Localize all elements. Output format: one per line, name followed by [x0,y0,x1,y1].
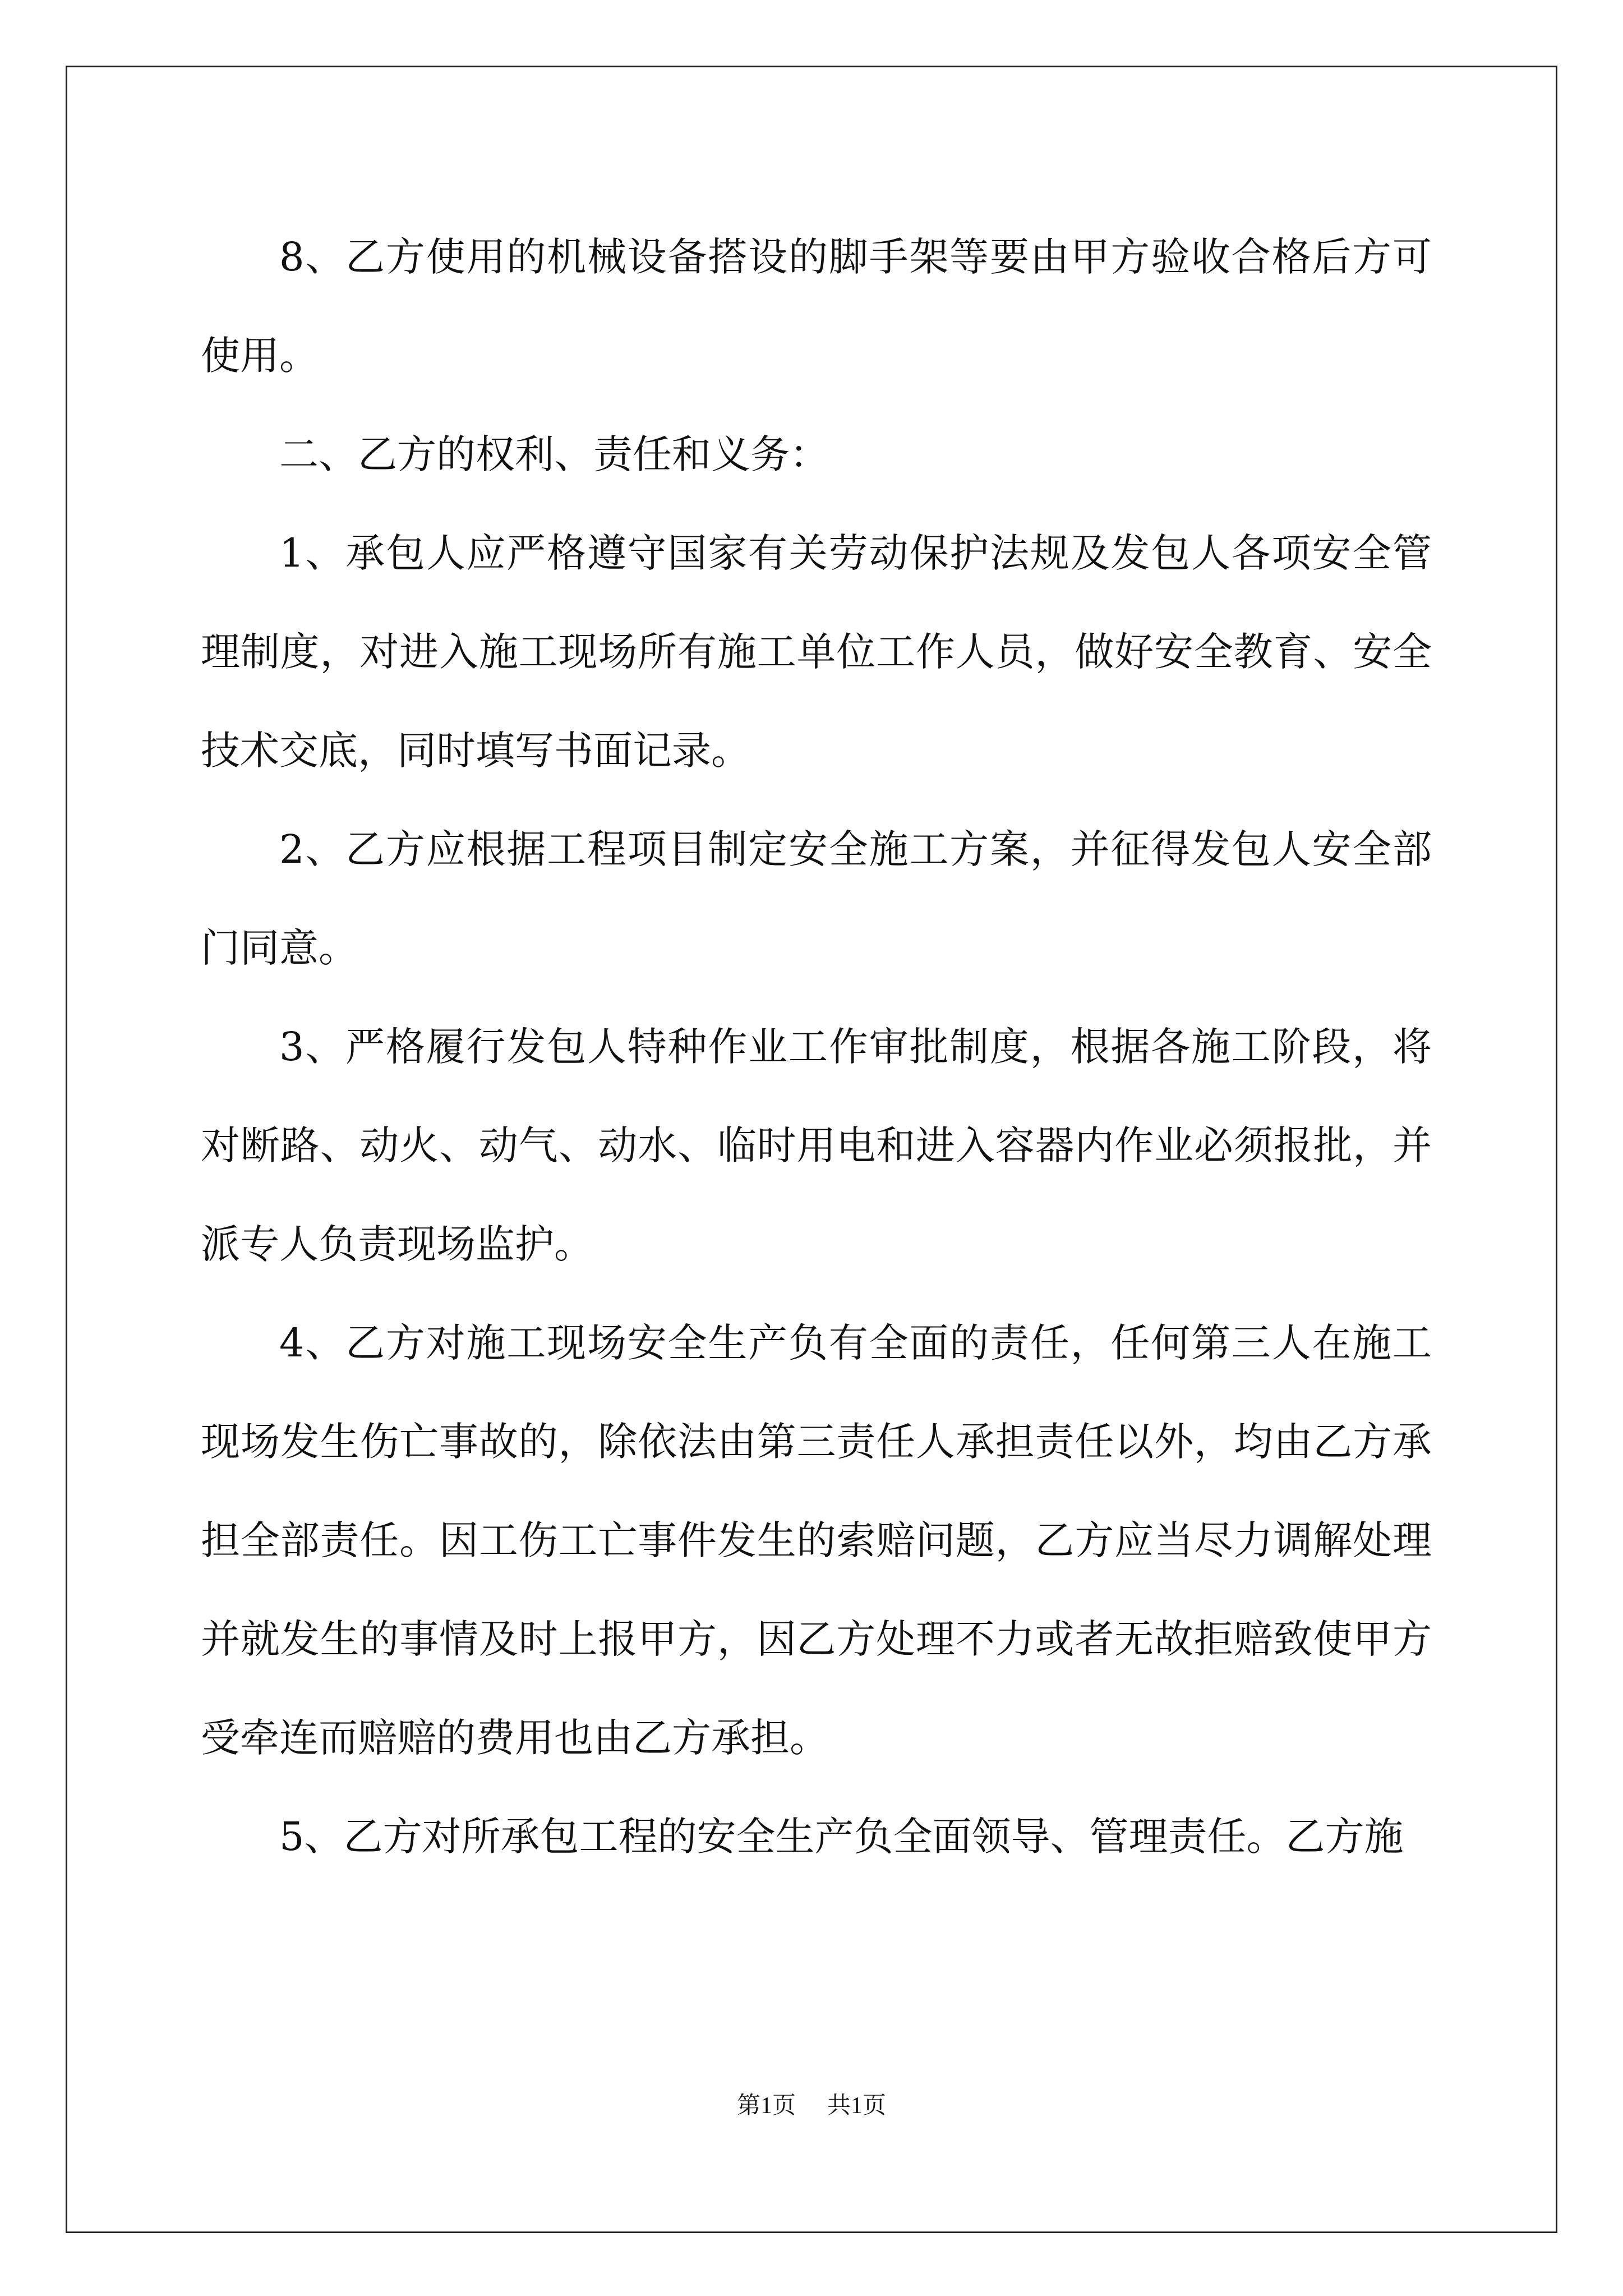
page-footer [0,2087,1623,2120]
paragraph-item-2: 2、乙方应根据工程项目制定安全施工方案，并征得发包人安全部门同意。 [201,826,1432,971]
paragraph-item-4: 4、乙方对施工现场安全生产负有全面的责任，任何第三人在施工现场发生伤亡事故的，除依法由第三责任人承担责任以外，均由乙方承担全部责任。因工伤工亡事件发生的索赔问题，乙方应当尽力调解处理并就发生的事情及时上报甲方，因乙方处理不力或者无故拒赔致使甲方受牵连而赔赔的费用也由乙方承担。 [201,1320,1432,1761]
page-number-total: 共1页 [827,2093,887,2119]
page-number-current: 第1页 [736,2093,796,2119]
section-heading-party-b: 二、乙方的权利、责任和义务： [279,431,829,477]
paragraph-item-8: 8、乙方使用的机械设备搭设的脚手架等要由甲方验收合格后方可使用。 [201,234,1432,379]
paragraph-item-3: 3、严格履行发包人特种作业工作审批制度，根据各施工阶段，将对断路、动火、动气、动水、临时用电和进入容器内作业必须报批，并派专人负责现场监护。 [201,1024,1432,1267]
paragraph-item-5: 5、乙方对所承包工程的安全生产负全面领导、管理责任。乙方施 [279,1814,1404,1860]
document-body [201,208,1432,1886]
paragraph-item-1: 1、承包人应严格遵守国家有关劳动保护法规及发包人各项安全管理制度，对进入施工现场所有施工单位工作人员，做好安全教育、安全技术交底，同时填写书面记录。 [201,530,1432,774]
